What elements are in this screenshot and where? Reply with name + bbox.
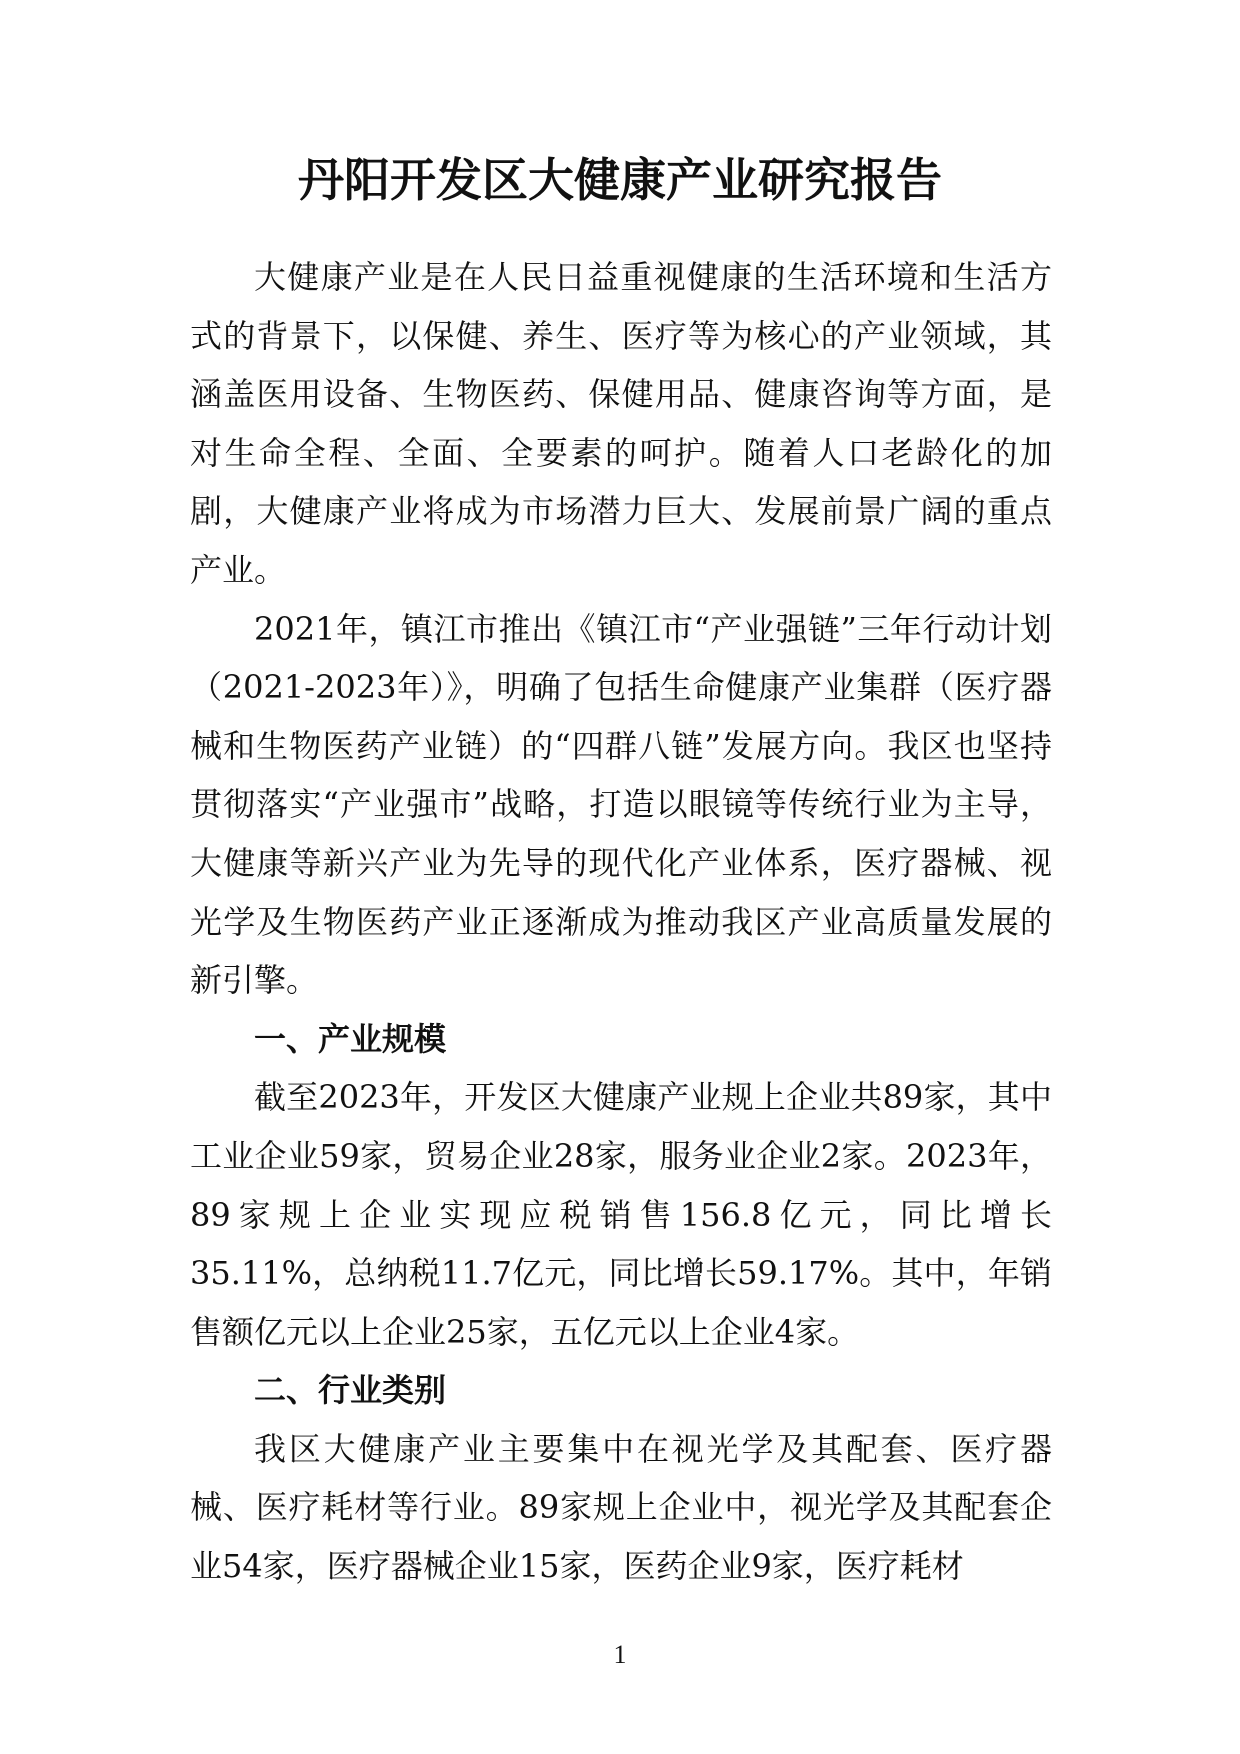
section-heading-categories: 二、行业类别 — [254, 1371, 447, 1410]
section-heading-scale: 一、产业规模 — [254, 1019, 447, 1058]
section-paragraph-scale: 截至2023年，开发区大健康产业规上企业共89家，其中工业企业59家，贸易企业28家，服务业企业2家。2023年，89家规上企业实现应税销售156.8亿元，同比增长35.11%，总纳税11.7亿元，同比增长59.17%。其中，年销售额亿元以上企业25家，五亿元以上企业4家。 — [190, 1078, 1052, 1351]
document-body — [190, 248, 1052, 1596]
page-number: 1 — [613, 1640, 627, 1669]
section-paragraph-categories: 我区大健康产业主要集中在视光学及其配套、医疗器械、医疗耗材等行业。89家规上企业中，视光学及其配套企业54家，医疗器械企业15家，医药企业9家，医疗耗材 — [190, 1429, 1052, 1586]
intro-paragraph: 大健康产业是在人民日益重视健康的生活环境和生活方式的背景下，以保健、养生、医疗等为核心的产业领域，其涵盖医用设备、生物医药、保健用品、健康咨询等方面，是对生命全程、全面、全要素的呵护。随着人口老龄化的加剧，大健康产业将成为市场潜力巨大、发展前景广阔的重点产业。 — [190, 258, 1052, 589]
document-title: 丹阳开发区大健康产业研究报告 — [298, 153, 942, 207]
background-paragraph: 2021年，镇江市推出《镇江市“产业强链”三年行动计划（2021-2023年）》，明确了包括生命健康产业集群（医疗器械和生物医药产业链）的“四群八链”发展方向。我区也坚持贯彻落实“产业强市”战略，打造以眼镜等传统行业为主导，大健康等新兴产业为先导的现代化产业体系，医疗器械、视光学及生物医药产业正逐渐成为推动我区产业高质量发展的新引擎。 — [190, 609, 1052, 1000]
